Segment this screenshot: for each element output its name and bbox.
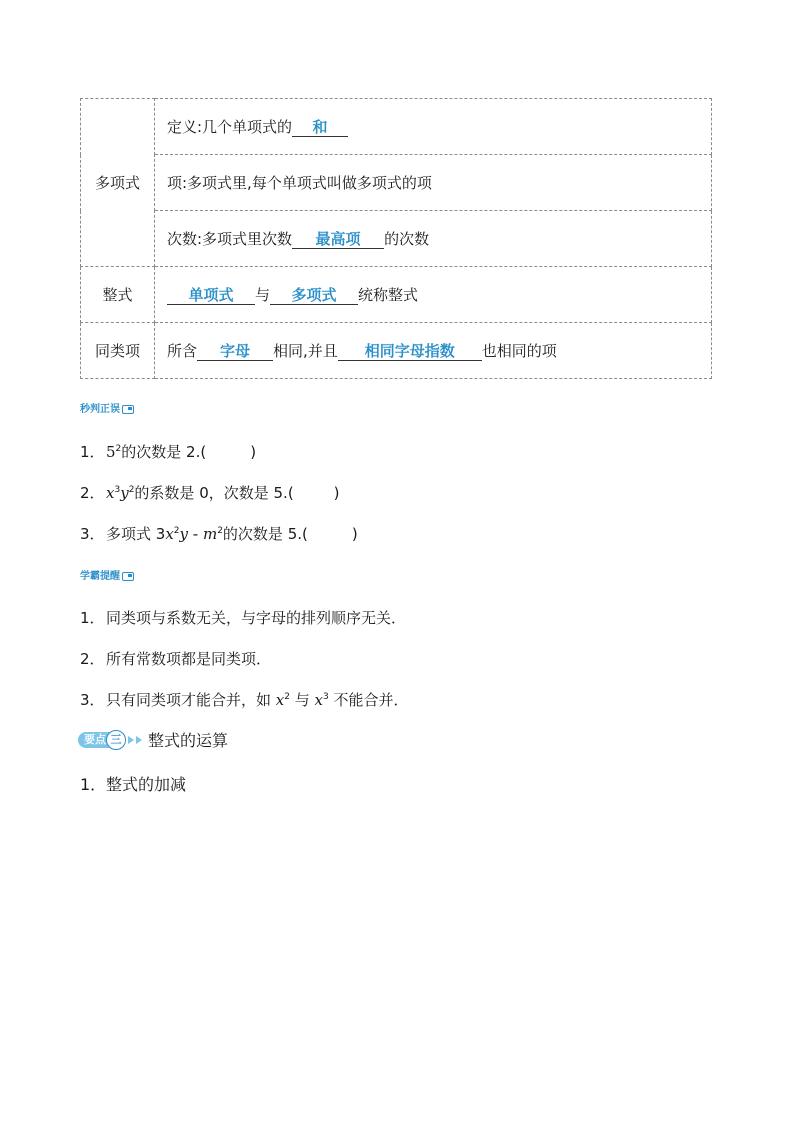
list-item: 3．只有同类项才能合并，如 $x^2$ 与 $x^3$ 不能合并．	[80, 691, 409, 709]
list-item: 1．$5^2$的次数是 2.( )	[80, 443, 257, 461]
row-head-integral: 整式	[81, 267, 155, 323]
list-item: 2．$x^3y^2$的系数是 0，次数是 5.( )	[80, 484, 340, 502]
keypoint-number: 三	[106, 730, 126, 750]
list-item: 3．多项式 $3x^2y - m^2$的次数是 5.( )	[80, 525, 358, 543]
table-row	[81, 155, 712, 211]
table-row	[81, 323, 712, 379]
answer-blank: 字母	[197, 342, 273, 361]
subsection-heading: 1．整式的加减	[80, 775, 187, 794]
table-row	[81, 99, 712, 155]
row-head-polynomial: 多项式	[81, 99, 155, 267]
table-row	[81, 211, 712, 267]
keypoint-title: 整式的运算	[148, 731, 229, 750]
answer-blank: 相同字母指数	[338, 342, 482, 361]
pencil-icon	[122, 405, 134, 414]
row-head-like-terms: 同类项	[81, 323, 155, 379]
list-item: 1．同类项与系数无关，与字母的排列顺序无关．	[80, 609, 407, 627]
answer-blank: 最高项	[292, 230, 384, 249]
list-item: 2．所有常数项都是同类项．	[80, 650, 272, 668]
arrow-right-icon	[128, 736, 134, 744]
answer-blank: 多项式	[270, 286, 358, 305]
keypoint-badge: 要点	[78, 732, 110, 748]
polynomial-definition: 定义:几个单项式的 和	[155, 99, 712, 155]
concept-table	[80, 98, 712, 379]
keypoint-header	[78, 728, 228, 750]
integral-expression-definition: 单项式 与 多项式 统称整式	[155, 267, 712, 323]
polynomial-degree: 次数:多项式里次数 最高项 的次数	[155, 211, 712, 267]
polynomial-term: 项:多项式里,每个单项式叫做多项式的项	[155, 155, 712, 211]
table-row	[81, 267, 712, 323]
arrow-right-icon	[136, 736, 142, 744]
tips-tag: 学霸提醒	[80, 569, 134, 585]
pencil-icon	[122, 572, 134, 581]
quick-judge-tag: 秒判正误	[80, 402, 134, 418]
like-terms-definition: 所含 字母 相同,并且 相同字母指数 也相同的项	[155, 323, 712, 379]
answer-blank: 和	[292, 118, 348, 137]
answer-blank: 单项式	[167, 286, 255, 305]
